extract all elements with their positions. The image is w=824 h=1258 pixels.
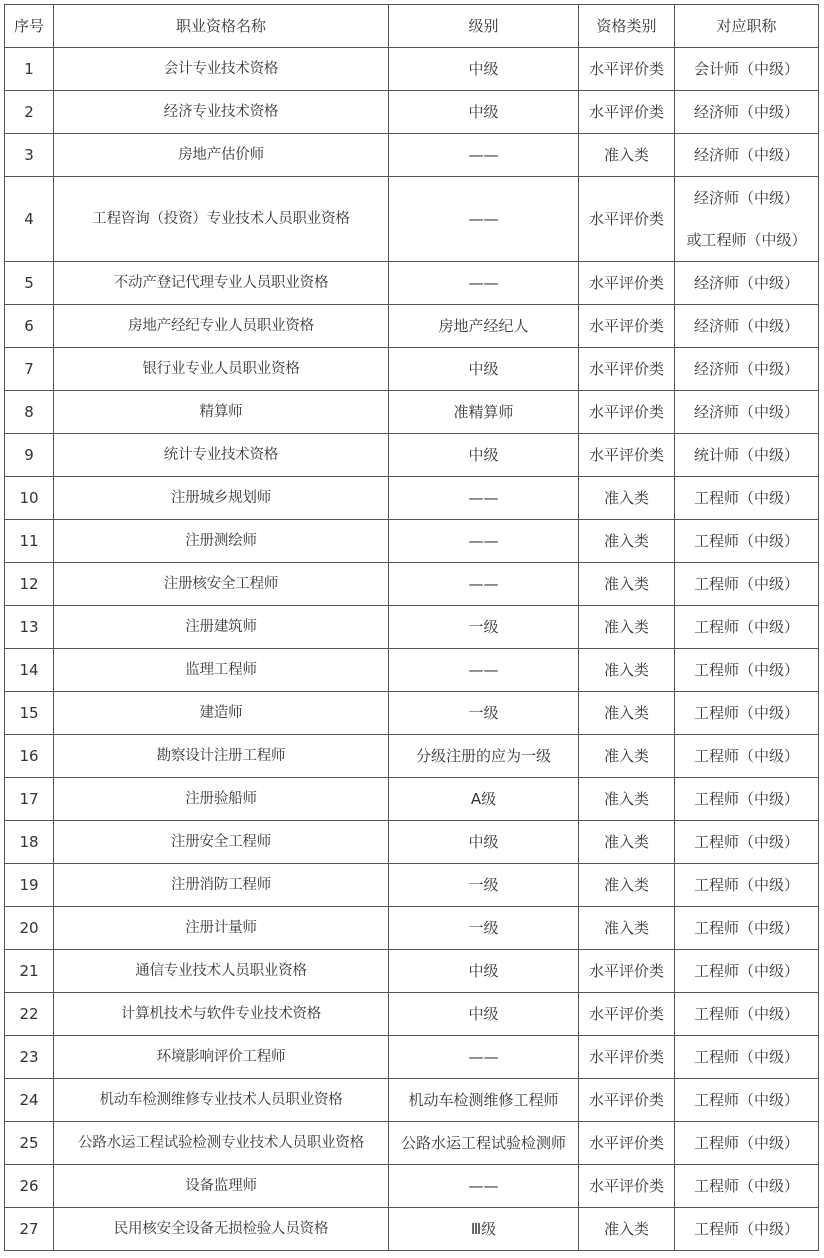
table-row	[5, 1122, 819, 1165]
table-row	[5, 1079, 819, 1122]
table-row	[5, 1165, 819, 1208]
cell-category: 水平评价类	[579, 434, 675, 477]
cell-no: 21	[5, 950, 54, 993]
header-row	[5, 5, 819, 48]
cell-level: ——	[389, 520, 579, 563]
cell-title	[675, 348, 819, 391]
cell-category: 水平评价类	[579, 391, 675, 434]
cell-title	[675, 778, 819, 821]
cell-no: 4	[5, 177, 54, 262]
title-line: 工程师（中级）	[693, 833, 799, 851]
title-line: 工程师（中级）	[693, 1091, 799, 1109]
cell-name: 通信专业技术人员职业资格	[54, 950, 389, 993]
cell-level: ——	[389, 477, 579, 520]
table-row	[5, 778, 819, 821]
table-row	[5, 692, 819, 735]
cell-no: 23	[5, 1036, 54, 1079]
cell-no: 15	[5, 692, 54, 735]
cell-title	[675, 305, 819, 348]
cell-no: 17	[5, 778, 54, 821]
cell-name: 监理工程师	[54, 649, 389, 692]
cell-category: 准入类	[579, 606, 675, 649]
table-row	[5, 48, 819, 91]
cell-name: 注册建筑师	[54, 606, 389, 649]
cell-name: 勘察设计注册工程师	[54, 735, 389, 778]
cell-level: ——	[389, 563, 579, 606]
title-line: 工程师（中级）	[693, 876, 799, 894]
cell-title	[675, 692, 819, 735]
cell-title	[675, 1165, 819, 1208]
title-line: 经济师（中级）	[693, 274, 799, 292]
cell-level: 中级	[389, 993, 579, 1036]
cell-category: 准入类	[579, 907, 675, 950]
table-row	[5, 606, 819, 649]
cell-title	[675, 1036, 819, 1079]
cell-category: 水平评价类	[579, 305, 675, 348]
table-row	[5, 177, 819, 262]
cell-no: 19	[5, 864, 54, 907]
cell-title	[675, 1122, 819, 1165]
cell-title	[675, 91, 819, 134]
cell-category: 准入类	[579, 520, 675, 563]
cell-level: 公路水运工程试验检测师	[389, 1122, 579, 1165]
cell-name: 统计专业技术资格	[54, 434, 389, 477]
title-line: 工程师（中级）	[693, 661, 799, 679]
cell-title	[675, 1208, 819, 1251]
cell-name: 环境影响评价工程师	[54, 1036, 389, 1079]
cell-category: 水平评价类	[579, 1036, 675, 1079]
cell-name: 注册测绘师	[54, 520, 389, 563]
table-row	[5, 348, 819, 391]
title-line: 工程师（中级）	[693, 747, 799, 765]
cell-category: 准入类	[579, 735, 675, 778]
cell-no: 26	[5, 1165, 54, 1208]
cell-no: 3	[5, 134, 54, 177]
title-line: 经济师（中级）	[693, 103, 799, 121]
cell-level: Ⅲ级	[389, 1208, 579, 1251]
cell-no: 2	[5, 91, 54, 134]
cell-title	[675, 520, 819, 563]
cell-category: 水平评价类	[579, 348, 675, 391]
table-row	[5, 1036, 819, 1079]
table-body	[5, 48, 819, 1251]
table-row	[5, 305, 819, 348]
cell-name: 银行业专业人员职业资格	[54, 348, 389, 391]
title-line: 工程师（中级）	[693, 575, 799, 593]
cell-level: 中级	[389, 821, 579, 864]
cell-category: 准入类	[579, 778, 675, 821]
cell-level: ——	[389, 177, 579, 262]
header-category: 资格类别	[579, 5, 675, 48]
cell-level: 分级注册的应为一级	[389, 735, 579, 778]
table-row	[5, 907, 819, 950]
cell-title	[675, 735, 819, 778]
cell-category: 准入类	[579, 1208, 675, 1251]
cell-category: 准入类	[579, 477, 675, 520]
cell-level: ——	[389, 1036, 579, 1079]
qualification-table	[4, 4, 819, 1251]
table-row	[5, 1208, 819, 1251]
cell-name: 经济专业技术资格	[54, 91, 389, 134]
title-line: 工程师（中级）	[693, 618, 799, 636]
title-line: 经济师（中级）	[693, 146, 799, 164]
cell-name: 民用核安全设备无损检验人员资格	[54, 1208, 389, 1251]
table-row	[5, 391, 819, 434]
header-title: 对应职称	[675, 5, 819, 48]
cell-name: 会计专业技术资格	[54, 48, 389, 91]
table-row	[5, 950, 819, 993]
cell-name: 计算机技术与软件专业技术资格	[54, 993, 389, 1036]
cell-level: 中级	[389, 950, 579, 993]
cell-category: 水平评价类	[579, 1079, 675, 1122]
cell-name: 房地产经纪专业人员职业资格	[54, 305, 389, 348]
cell-name: 注册城乡规划师	[54, 477, 389, 520]
cell-no: 5	[5, 262, 54, 305]
cell-level: 中级	[389, 48, 579, 91]
cell-level: ——	[389, 262, 579, 305]
header-no: 序号	[5, 5, 54, 48]
cell-no: 22	[5, 993, 54, 1036]
cell-level: 中级	[389, 434, 579, 477]
cell-name: 注册安全工程师	[54, 821, 389, 864]
title-line: 经济师（中级）	[693, 317, 799, 335]
title-line: 工程师（中级）	[693, 489, 799, 507]
table-row	[5, 821, 819, 864]
title-line: 经济师（中级）	[693, 403, 799, 421]
cell-no: 18	[5, 821, 54, 864]
cell-category: 水平评价类	[579, 993, 675, 1036]
cell-category: 准入类	[579, 563, 675, 606]
cell-level: 机动车检测维修工程师	[389, 1079, 579, 1122]
cell-name: 机动车检测维修专业技术人员职业资格	[54, 1079, 389, 1122]
cell-name: 设备监理师	[54, 1165, 389, 1208]
cell-title	[675, 434, 819, 477]
title-line: 工程师（中级）	[693, 919, 799, 937]
cell-category: 水平评价类	[579, 1122, 675, 1165]
table-row	[5, 735, 819, 778]
cell-category: 水平评价类	[579, 1165, 675, 1208]
cell-category: 准入类	[579, 692, 675, 735]
cell-title	[675, 993, 819, 1036]
cell-level: 一级	[389, 864, 579, 907]
cell-no: 12	[5, 563, 54, 606]
cell-no: 24	[5, 1079, 54, 1122]
cell-level: 中级	[389, 348, 579, 391]
title-line: 工程师（中级）	[693, 532, 799, 550]
title-line: 工程师（中级）	[693, 1177, 799, 1195]
table-row	[5, 864, 819, 907]
cell-no: 14	[5, 649, 54, 692]
cell-no: 25	[5, 1122, 54, 1165]
table-row	[5, 563, 819, 606]
cell-level: 一级	[389, 692, 579, 735]
cell-title	[675, 821, 819, 864]
cell-title	[675, 907, 819, 950]
cell-category: 水平评价类	[579, 177, 675, 262]
cell-name: 注册计量师	[54, 907, 389, 950]
cell-name: 不动产登记代理专业人员职业资格	[54, 262, 389, 305]
cell-no: 20	[5, 907, 54, 950]
table-row	[5, 134, 819, 177]
cell-category: 准入类	[579, 821, 675, 864]
table-header	[5, 5, 819, 48]
cell-title	[675, 262, 819, 305]
title-line: 工程师（中级）	[693, 1220, 799, 1238]
cell-title	[675, 649, 819, 692]
title-line: 工程师（中级）	[693, 704, 799, 722]
cell-title	[675, 48, 819, 91]
title-line: 工程师（中级）	[693, 790, 799, 808]
cell-title	[675, 177, 819, 262]
cell-level: ——	[389, 649, 579, 692]
cell-category: 准入类	[579, 864, 675, 907]
cell-name: 精算师	[54, 391, 389, 434]
table-row	[5, 993, 819, 1036]
cell-no: 1	[5, 48, 54, 91]
title-line: 工程师（中级）	[693, 1048, 799, 1066]
cell-category: 水平评价类	[579, 262, 675, 305]
cell-no: 11	[5, 520, 54, 563]
cell-level: 一级	[389, 907, 579, 950]
cell-category: 水平评价类	[579, 950, 675, 993]
table-row	[5, 477, 819, 520]
cell-title	[675, 563, 819, 606]
cell-level: ——	[389, 134, 579, 177]
title-line: 工程师（中级）	[693, 1005, 799, 1023]
title-line: 会计师（中级）	[693, 60, 799, 78]
cell-title	[675, 864, 819, 907]
cell-level: 一级	[389, 606, 579, 649]
cell-no: 10	[5, 477, 54, 520]
cell-no: 7	[5, 348, 54, 391]
cell-level: ——	[389, 1165, 579, 1208]
cell-level: 房地产经纪人	[389, 305, 579, 348]
cell-category: 水平评价类	[579, 48, 675, 91]
table-row	[5, 91, 819, 134]
title-line: 经济师（中级）	[693, 189, 799, 207]
cell-title	[675, 477, 819, 520]
cell-title	[675, 950, 819, 993]
cell-name: 注册验船师	[54, 778, 389, 821]
title-line: 或工程师（中级）	[686, 231, 807, 249]
cell-no: 8	[5, 391, 54, 434]
cell-title	[675, 391, 819, 434]
table-row	[5, 649, 819, 692]
table-row	[5, 262, 819, 305]
cell-category: 水平评价类	[579, 91, 675, 134]
table-row	[5, 434, 819, 477]
cell-name: 公路水运工程试验检测专业技术人员职业资格	[54, 1122, 389, 1165]
cell-name: 房地产估价师	[54, 134, 389, 177]
title-line: 工程师（中级）	[693, 1134, 799, 1152]
cell-no: 16	[5, 735, 54, 778]
cell-title	[675, 134, 819, 177]
cell-name: 建造师	[54, 692, 389, 735]
cell-name: 工程咨询（投资）专业技术人员职业资格	[54, 177, 389, 262]
cell-level: 中级	[389, 91, 579, 134]
cell-category: 准入类	[579, 134, 675, 177]
title-line: 工程师（中级）	[693, 962, 799, 980]
cell-level: A级	[389, 778, 579, 821]
cell-category: 准入类	[579, 649, 675, 692]
table-row	[5, 520, 819, 563]
cell-no: 27	[5, 1208, 54, 1251]
cell-no: 6	[5, 305, 54, 348]
title-line: 统计师（中级）	[693, 446, 799, 464]
cell-name: 注册消防工程师	[54, 864, 389, 907]
cell-title	[675, 606, 819, 649]
cell-name: 注册核安全工程师	[54, 563, 389, 606]
header-level: 级别	[389, 5, 579, 48]
header-name: 职业资格名称	[54, 5, 389, 48]
cell-no: 13	[5, 606, 54, 649]
title-line: 经济师（中级）	[693, 360, 799, 378]
cell-level: 准精算师	[389, 391, 579, 434]
cell-title	[675, 1079, 819, 1122]
cell-no: 9	[5, 434, 54, 477]
